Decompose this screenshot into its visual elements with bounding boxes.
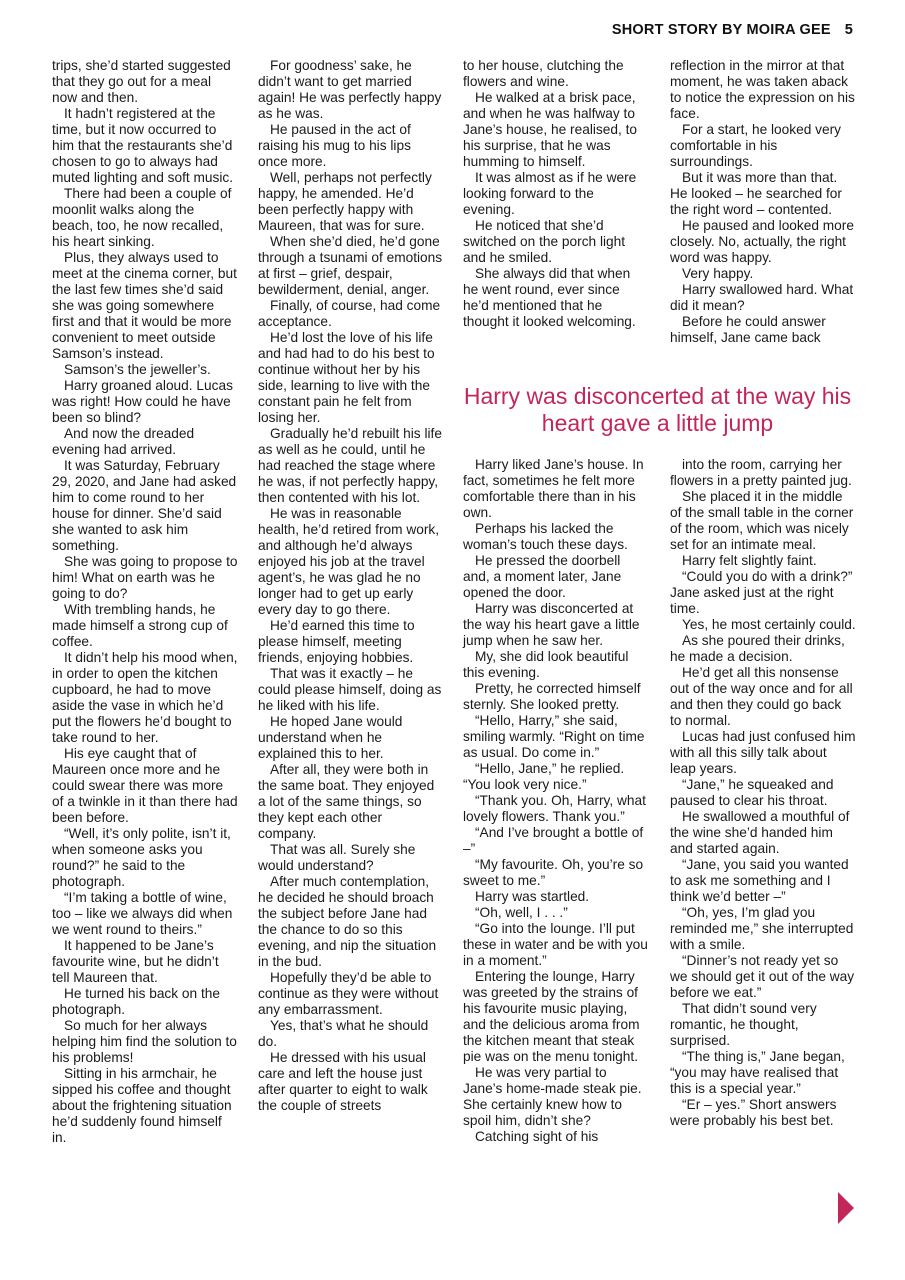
- paragraph: For a start, he looked very comfortable in his surroundings.: [670, 122, 841, 169]
- page-header: [612, 22, 853, 38]
- paragraph: It was Saturday, February 29, 2020, and Jane had asked him to come round to her house for dinner. She’d said she wanted to ask him something.: [52, 458, 237, 553]
- paragraph: For goodness’ sake, he didn’t want to get married again! He was perfectly happy as he was.: [258, 58, 442, 121]
- paragraph: His eye caught that of Maureen once more and he could swear there was more of a twinkle in it than there had been before.: [52, 746, 238, 825]
- paragraph: “Hello, Jane,” he replied. “You look very nice.”: [463, 761, 625, 792]
- paragraph: “And I’ve brought a bottle of –”: [463, 825, 644, 856]
- paragraph: Sitting in his armchair, he sipped his coffee and thought about the frightening situation he’d suddenly found himself in.: [52, 1066, 232, 1145]
- paragraph: It hadn’t registered at the time, but it now occurred to him that the restaurants she’d chosen to go to always had muted lighting and soft music.: [52, 106, 234, 185]
- page-number: 5: [844, 22, 853, 38]
- paragraph: She always did that when he went round, ever since he’d mentioned that he thought it looked welcoming.: [463, 266, 636, 329]
- paragraph: “Jane,” he squeaked and paused to clear his throat.: [670, 777, 834, 808]
- paragraph: When she’d died, he’d gone through a tsunami of emotions at first – grief, despair, bewilderment, denial, anger.: [258, 234, 443, 297]
- paragraph: My, she did look beautiful this evening.: [463, 649, 629, 680]
- paragraph: She placed it in the middle of the small table in the corner of the room, which was nicely set for an intimate meal.: [670, 489, 854, 552]
- paragraph: Yes, that’s what he should do.: [258, 1018, 429, 1049]
- paragraph: After much contemplation, he decided he should broach the subject before Jane had the chance to do so this evening, and nip the situation in the bud.: [258, 874, 437, 969]
- paragraph: He was very partial to Jane’s home-made steak pie. She certainly knew how to spoil him, didn’t she?: [463, 1065, 642, 1128]
- paragraph: “Dinner’s not ready yet so we should get it out of the way before we eat.”: [670, 953, 855, 1000]
- paragraph: He paused and looked more closely. No, actually, the right word was happy.: [670, 218, 854, 265]
- paragraph: Harry was startled.: [475, 889, 590, 904]
- paragraph: As she poured their drinks, he made a decision.: [670, 633, 845, 664]
- paragraph: “Jane, you said you wanted to ask me something and I think we’d better –”: [670, 857, 849, 904]
- paragraph: Pretty, he corrected himself sternly. She looked pretty.: [463, 681, 641, 712]
- text-column-2: [258, 58, 444, 1114]
- paragraph: And now the dreaded evening had arrived.: [52, 426, 195, 457]
- paragraph: He’d earned this time to please himself, meeting friends, enjoying hobbies.: [258, 618, 415, 665]
- paragraph: Harry swallowed hard. What did it mean?: [670, 282, 854, 313]
- paragraph: “Oh, yes, I’m glad you reminded me,” she interrupted with a smile.: [670, 905, 854, 952]
- paragraph: But it was more than that. He looked – he searched for the right word – contented.: [670, 170, 842, 217]
- paragraph: Gradually he’d rebuilt his life as well as he could, until he had reached the stage where he was, if not perfectly happy, then contented with his lot.: [258, 426, 442, 505]
- paragraph: Well, perhaps not perfectly happy, he amended. He’d been perfectly happy with Maureen, that was for sure.: [258, 170, 432, 233]
- paragraph: Catching sight of his: [475, 1129, 599, 1144]
- text-column-6: [670, 457, 856, 1129]
- paragraph: Harry liked Jane’s house. In fact, sometimes he felt more comfortable there than in his own.: [463, 457, 644, 520]
- paragraph: Plus, they always used to meet at the cinema corner, but the last few times she’d said she was going somewhere first and that it would be more convenient to meet outside Samson’s instead.: [52, 250, 237, 361]
- paragraph: He hoped Jane would understand when he explained this to her.: [258, 714, 403, 761]
- paragraph: reflection in the mirror at that moment, he was taken aback to notice the expression on his face.: [670, 58, 855, 121]
- paragraph: Finally, of course, had come acceptance.: [258, 298, 441, 329]
- pull-quote: Harry was disconcerted at the way his heart gave a little jump: [463, 383, 852, 436]
- paragraph: That was all. Surely she would understand?: [258, 842, 416, 873]
- paragraph: Lucas had just confused him with all this silly talk about leap years.: [670, 729, 856, 776]
- paragraph: Samson’s the jeweller’s.: [64, 362, 211, 377]
- paragraph: That was it exactly – he could please himself, doing as he liked with his life.: [258, 666, 442, 713]
- paragraph: “Thank you. Oh, Harry, what lovely flowers. Thank you.”: [463, 793, 646, 824]
- paragraph: into the room, carrying her flowers in a pretty painted jug.: [670, 457, 852, 488]
- paragraph: Harry groaned aloud. Lucas was right! How could he have been so blind?: [52, 378, 233, 425]
- paragraph: “My favourite. Oh, you’re so sweet to me.”: [463, 857, 644, 888]
- paragraph: Harry felt slightly faint.: [682, 553, 817, 568]
- paragraph: “Well, it’s only polite, isn’t it, when someone asks you round?” he said to the photograph.: [52, 826, 231, 889]
- paragraph: He paused in the act of raising his mug to his lips once more.: [258, 122, 411, 169]
- paragraph: She was going to propose to him! What on earth was he going to do?: [52, 554, 238, 601]
- paragraph: “Oh, well, I . . .”: [475, 905, 568, 920]
- paragraph: So much for her always helping him find the solution to his problems!: [52, 1018, 237, 1065]
- paragraph: Entering the lounge, Harry was greeted by the strains of his favourite music playing, and the delicious aroma from the kitchen meant that steak pie was on the menu tonight.: [463, 969, 640, 1064]
- text-column-3: [463, 58, 649, 330]
- paragraph: He pressed the doorbell and, a moment later, Jane opened the door.: [463, 553, 622, 600]
- paragraph: to her house, clutching the flowers and wine.: [463, 58, 624, 89]
- text-column-1: [52, 58, 238, 1146]
- paragraph: With trembling hands, he made himself a strong cup of coffee.: [52, 602, 228, 649]
- paragraph: He was in reasonable health, he’d retired from work, and although he’d always enjoyed his job at the travel agent’s, he was glad he no longer had to get up early every day to go there.: [258, 506, 440, 617]
- paragraph: That didn’t sound very romantic, he thought, surprised.: [670, 1001, 817, 1048]
- text-column-5: [463, 457, 649, 1145]
- header-title: SHORT STORY BY MOIRA GEE: [611, 22, 831, 38]
- paragraph: It didn’t help his mood when, in order to open the kitchen cupboard, he had to move aside the vase in which he’d put the flowers he’d bought to take round to her.: [52, 650, 238, 745]
- paragraph: Perhaps his lacked the woman’s touch these days.: [463, 521, 628, 552]
- paragraph: Hopefully they’d be able to continue as they were without any embarrassment.: [258, 970, 439, 1017]
- paragraph: He turned his back on the photograph.: [52, 986, 220, 1017]
- text-column-4: [670, 58, 856, 346]
- paragraph: He’d lost the love of his life and had had to do his best to continue without her by his side, learning to live with the constant pain he felt from losing her.: [258, 330, 435, 425]
- paragraph: He noticed that she’d switched on the porch light and he smiled.: [463, 218, 626, 265]
- paragraph: There had been a couple of moonlit walks along the beach, too, he now recalled, his heart sinking.: [52, 186, 232, 249]
- paragraph: It was almost as if he were looking forward to the evening.: [463, 170, 637, 217]
- paragraph: “Er – yes.” Short answers were probably his best bet.: [670, 1097, 837, 1128]
- paragraph: It happened to be Jane’s favourite wine, but he didn’t tell Maureen that.: [52, 938, 219, 985]
- paragraph: “The thing is,” Jane began, “you may have realised that this is a special year.”: [670, 1049, 845, 1096]
- paragraph: trips, she’d started suggested that they go out for a meal now and then.: [52, 58, 231, 105]
- paragraph: He’d get all this nonsense out of the way once and for all and then they could go back to normal.: [670, 665, 853, 728]
- paragraph: Very happy.: [682, 266, 754, 281]
- paragraph: Harry was disconcerted at the way his heart gave a little jump when he saw her.: [463, 601, 640, 648]
- continue-arrow-icon: [838, 1192, 854, 1224]
- paragraph: “I’m taking a bottle of wine, too – like we always did when we went round to theirs.”: [52, 890, 233, 937]
- paragraph: He dressed with his usual care and left the house just after quarter to eight to walk the couple of streets: [258, 1050, 428, 1113]
- paragraph: “Go into the lounge. I’ll put these in water and be with you in a moment.”: [463, 921, 648, 968]
- paragraph: He walked at a brisk pace, and when he was halfway to Jane’s house, he realised, to his surprise, that he was humming to himself.: [463, 90, 638, 169]
- paragraph: “Hello, Harry,” she said, smiling warmly. “Right on time as usual. Do come in.”: [463, 713, 645, 760]
- paragraph: Yes, he most certainly could.: [682, 617, 856, 632]
- paragraph: After all, they were both in the same boat. They enjoyed a lot of the same things, so they kept each other company.: [258, 762, 435, 841]
- paragraph: He swallowed a mouthful of the wine she’d handed him and started again.: [670, 809, 850, 856]
- paragraph: Before he could answer himself, Jane came back: [670, 314, 826, 345]
- paragraph: “Could you do with a drink?” Jane asked just at the right time.: [670, 569, 853, 616]
